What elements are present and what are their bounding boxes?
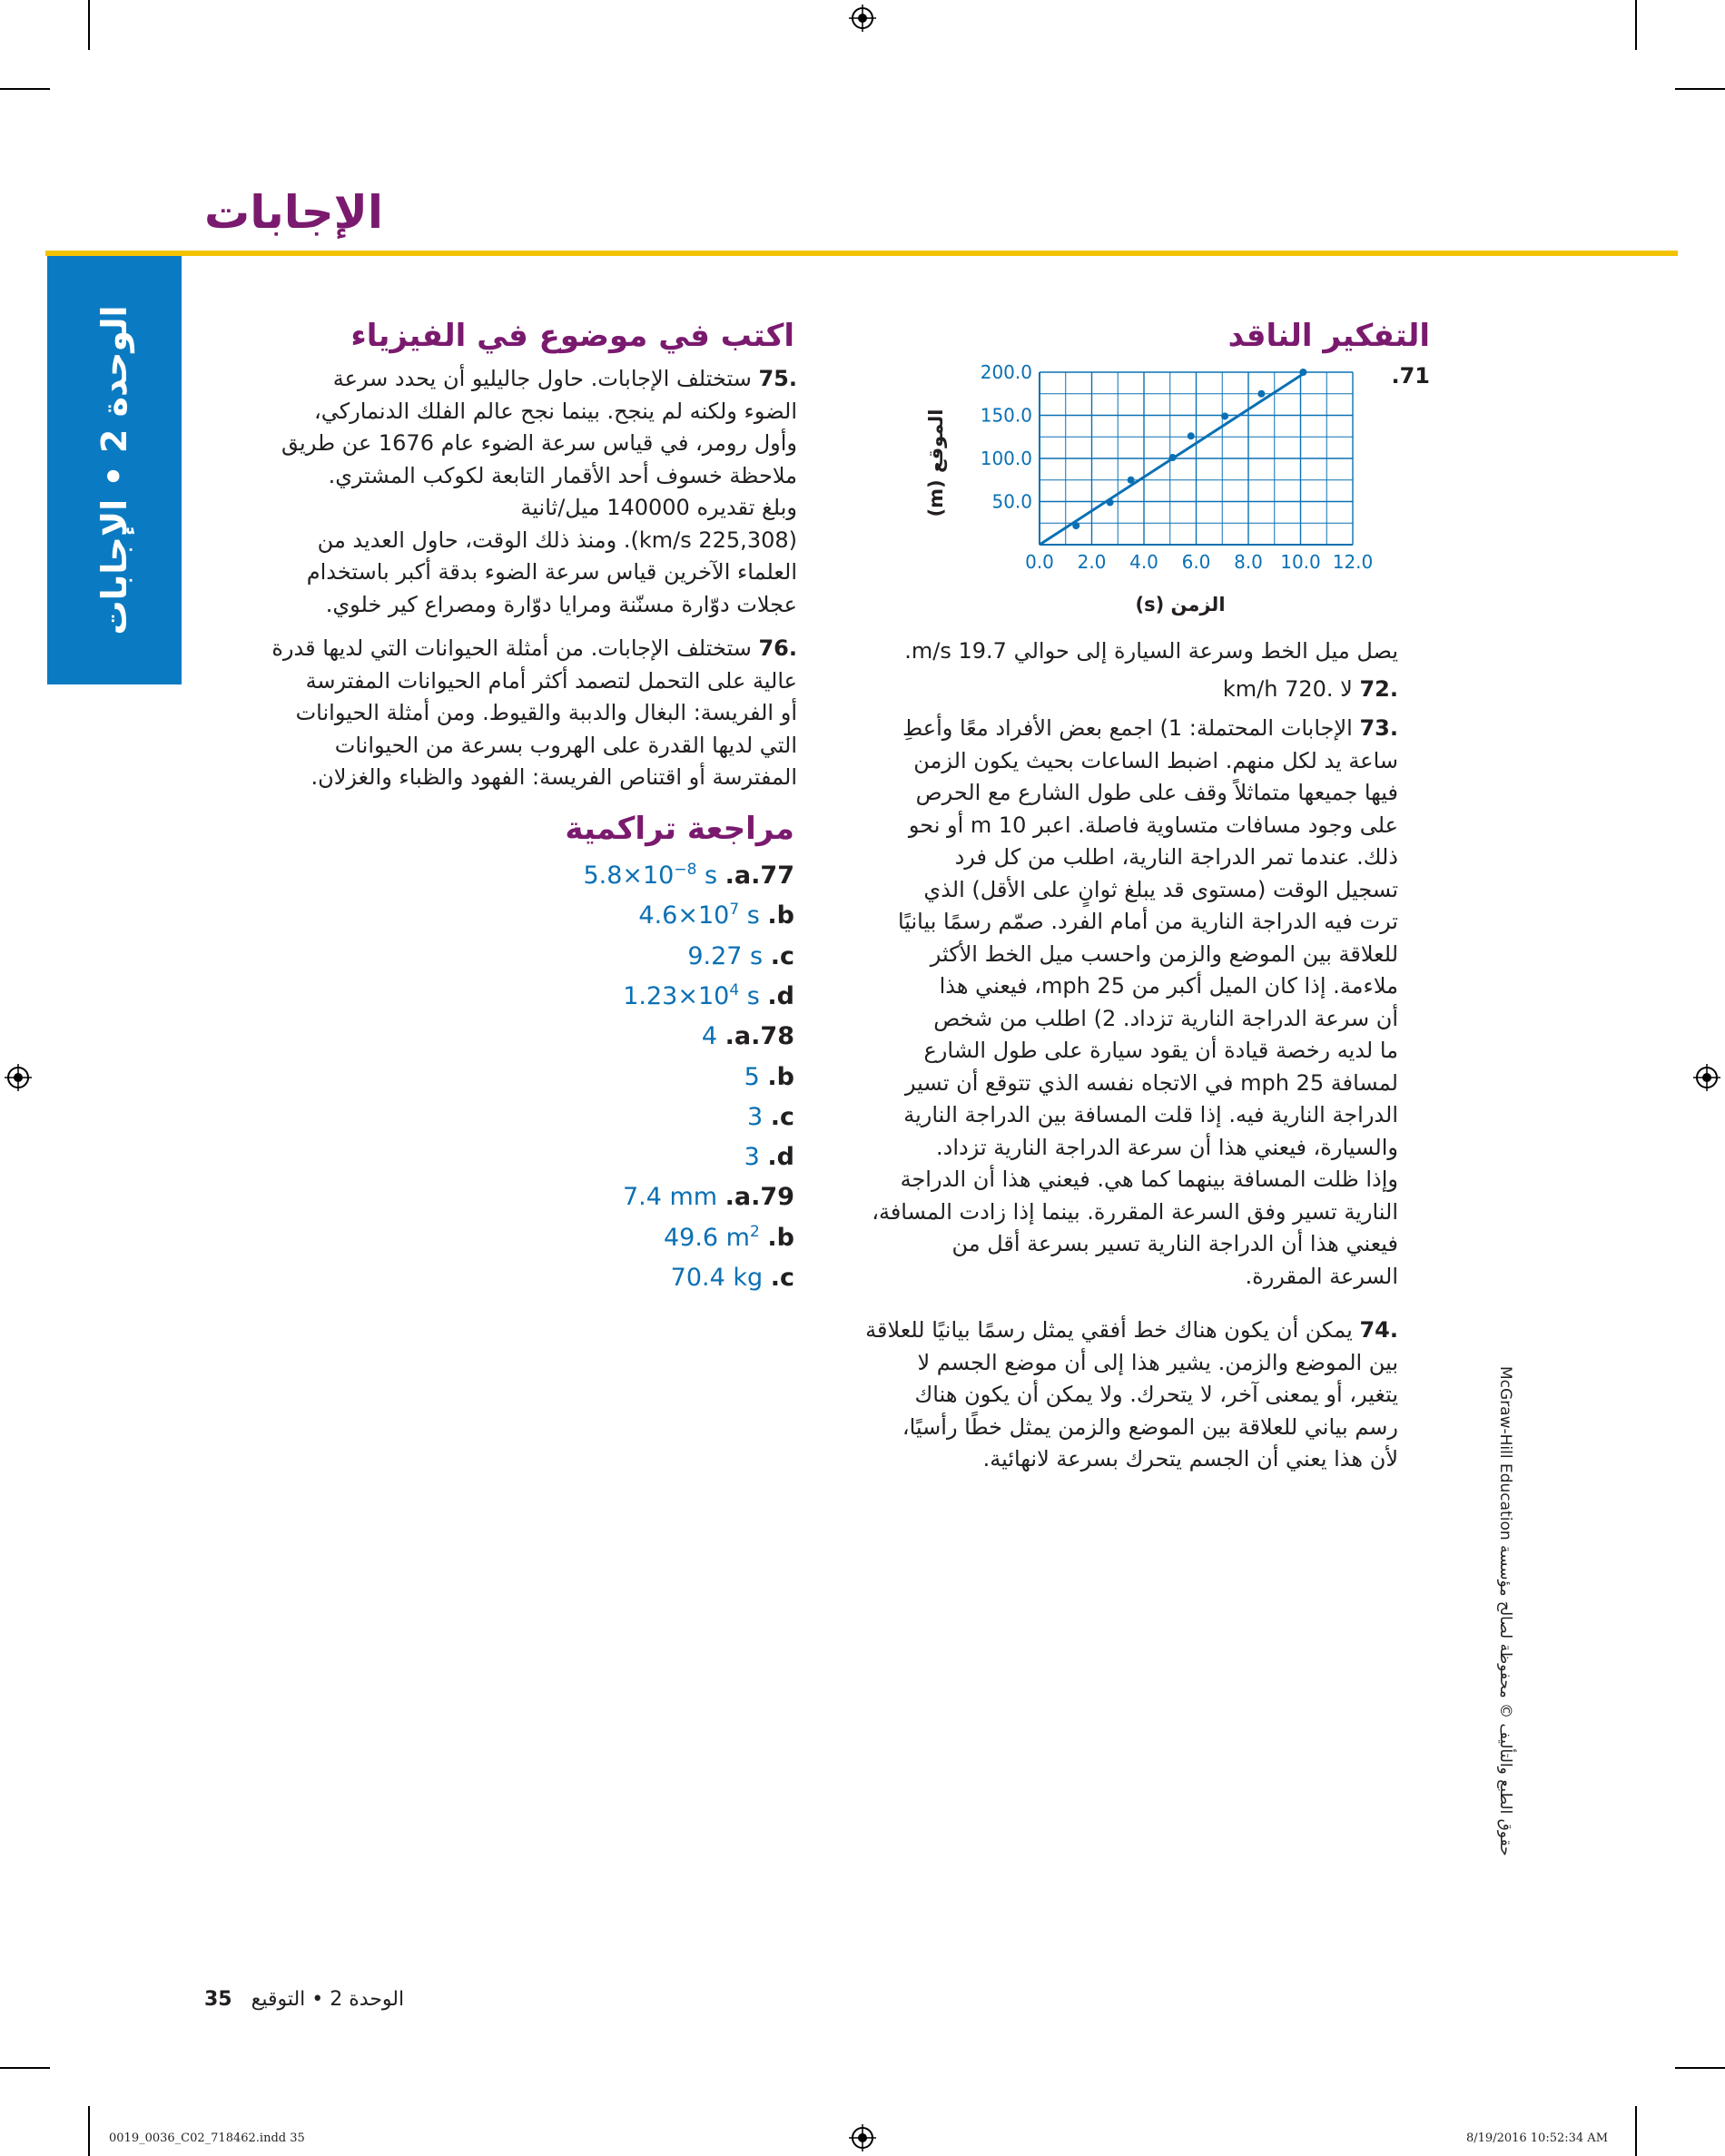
answer-value: 5.8×10	[583, 861, 675, 890]
answer-line: ستختلف الإجابات. حاول جاليليو أن يحدد سرعة	[332, 366, 752, 391]
answer-line: يتغير، أو يمعنى آخر، لا يتحرك. ولا يمكن أن يكون هناك	[914, 1382, 1398, 1407]
answer-line: ما لديه رخصة قيادة أن يقود سيارة على طول الشارع	[923, 1038, 1398, 1063]
answer-value: 7.4 mm	[622, 1183, 718, 1212]
x-tick-label: 12.0	[1332, 551, 1374, 573]
page-footer	[204, 1988, 404, 2011]
x-tick-label: 8.0	[1234, 551, 1263, 573]
answer-line: الدراجة النارية فيه. إذا قلت المسافة بين الدراجة النارية	[903, 1102, 1398, 1127]
x-axis-label: الزمن (s)	[1135, 594, 1226, 615]
answer-line: ملاءمة. إذا كان الميل أكبر من mph 25، فيعني هذا	[939, 973, 1398, 999]
section-heading-review: مراجعة تراكمية	[565, 811, 794, 847]
answer-value: 49.6 m	[663, 1223, 750, 1252]
answer-line: بين الموضع والزمن. يشير هذا إلى أن موضع الجسم لا	[917, 1349, 1398, 1375]
data-point	[1299, 369, 1306, 376]
answer-76	[207, 633, 797, 794]
answer-73	[840, 713, 1398, 1293]
y-tick-label: 50.0	[991, 490, 1032, 513]
answer-exponent: 4	[729, 980, 740, 999]
question-number: .72	[1359, 676, 1398, 702]
question-number: .79	[751, 1183, 794, 1212]
answer-row	[687, 941, 794, 970]
answer-value: 9.27 s	[687, 941, 764, 970]
page-title: الإجابات	[204, 186, 383, 239]
answer-value: 5	[744, 1062, 760, 1091]
x-tick-label: 4.0	[1129, 551, 1158, 573]
answer-line: لأن هذا يعني أن الجسم يتحرك بسرعة لانهائية.	[982, 1446, 1398, 1472]
answer-line: أن سرعة الدراجة النارية تزداد. 2) اطلب من شخص	[933, 1005, 1398, 1031]
answer-line: ستختلف الإجابات. من أمثلة الحيوانات التي لديها قدرة	[271, 635, 752, 661]
answer-line: رسم بياني للعلاقة بين الموضع والزمن يمثل خطًا رأسيًا،	[902, 1413, 1398, 1440]
answer-letter: .b	[767, 1062, 794, 1091]
answer-line: تسجيل الوقت (مستوى قد يبلغ ثوانٍ على الأقل) الذي	[923, 876, 1398, 902]
answer-line: فيعني هذا أن الدراجة النارية تسير بسرعة أقل من	[951, 1231, 1398, 1256]
answer-value: 3	[744, 1143, 760, 1172]
answer-line: السرعة المقررة.	[1245, 1263, 1398, 1289]
crop-mark	[88, 0, 90, 50]
question-number: .74	[1359, 1317, 1398, 1343]
chart-grid	[1040, 372, 1353, 545]
answer-value: 3	[746, 1102, 764, 1131]
answer-line: عجلات دوّارة مسنّنة ومرايا دوّارة ومصراع كير خلوي.	[325, 591, 797, 617]
answer-exponent: −8	[674, 861, 697, 879]
question-number: .76	[758, 635, 797, 661]
question-number: .71	[1391, 363, 1430, 389]
y-tick-label: 200.0	[980, 361, 1032, 383]
answer-row	[744, 1142, 794, 1171]
data-point	[1188, 432, 1195, 439]
answer-line: الضوء ولكنه لم ينجح. بينما نجح عالم الفلك الدنماركي،	[313, 398, 797, 424]
answer-74	[840, 1314, 1398, 1476]
answer-unit: s	[696, 861, 718, 890]
answer-line: وأول رومر، في قياس سرعة الضوء عام 1676 عن طريق	[281, 430, 797, 456]
page-number: 35	[204, 1988, 232, 2011]
answer-value: 4	[701, 1022, 718, 1051]
answer-letter: .a	[724, 1022, 752, 1051]
answer-letter: .d	[767, 1143, 794, 1172]
answer-text: لا .720 km/h	[1222, 676, 1353, 702]
answer-line: المفترسة أو اقتناص الفريسة: الفهود والظباء والغزلان.	[310, 764, 797, 790]
question-number: .77	[751, 861, 794, 890]
answer-row	[583, 861, 794, 890]
answer-row	[671, 1263, 794, 1292]
answer-row	[623, 981, 794, 1010]
answer-row	[638, 901, 794, 930]
header-rule	[45, 251, 1678, 256]
answer-line: والسيارة، فيعني هذا أن سرعة الدراجة النارية تزداد.	[936, 1134, 1398, 1160]
answer-line: وبلغ تقديره 140000 ميل/ثانية	[520, 495, 797, 520]
answer-row	[702, 1021, 794, 1050]
crop-mark	[0, 2067, 50, 2069]
data-point	[1107, 498, 1114, 506]
question-number: .73	[1359, 715, 1398, 741]
answer-exponent: 7	[729, 901, 740, 920]
data-point	[1221, 412, 1228, 419]
answer-row	[664, 1223, 794, 1252]
answer-line: التي لديها القدرة على الهروب بسرعة من الحيوانات	[334, 732, 797, 758]
side-tab-label: الوحدة 2 • الإجابات	[94, 305, 134, 635]
slug-left: 0019_0036_C02_718462.indd 35	[109, 2131, 305, 2145]
answer-row	[623, 1182, 794, 1211]
answer-unit: s	[739, 981, 760, 1010]
x-tick-label: 6.0	[1181, 551, 1211, 573]
answer-line: وإذا ظلت المسافة بينهما كما هي. فيعني هذا أن الدراجة	[900, 1167, 1398, 1192]
crop-mark	[1635, 0, 1637, 50]
answer-letter: .b	[767, 901, 794, 930]
answer-line: الإجابات المحتملة: 1) اجمع بعض الأفراد معًا وأعطِ	[902, 715, 1353, 741]
answer-line: يمكن أن يكون هناك خط أفقي يمثل رسمًا بيانيًا للعلاقة	[865, 1317, 1353, 1343]
answer-72	[835, 674, 1398, 706]
section-heading-critical: التفكير الناقد	[1227, 318, 1430, 354]
position-time-chart	[917, 359, 1389, 626]
answer-line: على وجود مسافات متساوية فاصلة. اعبر m 10 أو نحو	[908, 812, 1398, 838]
registration-mark-icon	[5, 1064, 32, 1091]
answer-row	[744, 1062, 794, 1091]
answer-letter: .a	[724, 1183, 752, 1212]
answer-line: ترت فيه الدراجة النارية من أمام الفرد. صمّم رسمًا بيانيًا	[897, 909, 1398, 934]
answer-unit: s	[739, 901, 760, 930]
data-point	[1072, 522, 1079, 529]
answer-line: أو الفريسة: البغال والدببة والقيوط. ومن أمثلة الحيوانات	[295, 700, 797, 725]
answer-line: لمسافة mph 25 في الاتجاه نفسه الذي تتوقع أن تسير	[904, 1069, 1398, 1096]
answer-line: النارية تسير وفق السرعة المقررة. بينما إذا زادت المسافة،	[872, 1198, 1398, 1225]
crop-mark	[0, 88, 50, 90]
chart-marks	[1040, 369, 1306, 545]
crop-mark	[1675, 88, 1725, 90]
answer-letter: .c	[770, 1102, 794, 1131]
crop-mark	[1635, 2106, 1637, 2156]
crop-mark	[1675, 2067, 1725, 2069]
data-point	[1169, 454, 1177, 461]
answer-line: (225,308 km/s). ومنذ ذلك الوقت، حاول العديد من	[317, 527, 797, 553]
answer-line: للعلاقة بين الموضع والزمن واحسب ميل الخط الأكثر	[930, 940, 1398, 967]
registration-mark-icon	[849, 5, 876, 32]
copyright-credit: حقوق الطبع والتأليف © محفوظة لصالح مؤسسة McGraw-Hill Education	[1496, 1366, 1514, 1856]
answer-line: عالية على التحمل لتصمد أكثر أمام الحيوانات المفترسة	[305, 667, 797, 694]
answer-value: 70.4 kg	[670, 1264, 764, 1292]
answer-value: 1.23×10	[623, 981, 730, 1010]
crop-mark	[88, 2106, 90, 2156]
slug-right: 8/19/2016 10:52:34 AM	[1466, 2131, 1609, 2145]
answer-line: ذلك. عندما تمر الدراجة النارية، اطلب من كل فرد	[954, 844, 1398, 870]
answer-letter: .d	[767, 981, 794, 1010]
y-axis-label: الموقع (m)	[925, 409, 947, 517]
x-tick-label: 10.0	[1280, 551, 1321, 573]
answer-letter: .b	[767, 1223, 794, 1252]
answer-75	[207, 363, 797, 621]
answer-letter: .c	[770, 941, 794, 970]
answer-letter: .c	[770, 1264, 794, 1292]
data-point	[1257, 390, 1265, 398]
section-heading-write: اكتب في موضوع في الفيزياء	[350, 318, 794, 354]
question-number: .78	[751, 1022, 794, 1051]
answer-71-caption: يصل ميل الخط وسرعة السيارة إلى حوالي 19.7 m/s.	[904, 638, 1398, 664]
data-point	[1128, 477, 1135, 484]
registration-mark-icon	[1693, 1064, 1720, 1091]
footer-label: الوحدة 2 • التوقيع	[251, 1988, 405, 2011]
y-tick-label: 100.0	[980, 448, 1032, 469]
answer-letter: .a	[724, 861, 752, 890]
x-tick-label: 2.0	[1077, 551, 1107, 573]
y-tick-label: 150.0	[980, 404, 1032, 427]
answer-line: فيها جميعها متماثلاً وقف على طول الشارع مع الحرص	[915, 780, 1398, 805]
answer-line: ساعة يد لكل منهم. اضبط الساعات بحيث يكون الزمن	[913, 747, 1398, 773]
answer-line: العلماء الآخرين قياس سرعة الضوء بدقة أكبر باستخدام	[306, 559, 797, 585]
answer-exponent: 2	[749, 1222, 760, 1241]
x-tick-label: 0.0	[1025, 551, 1054, 573]
registration-mark-icon	[849, 2124, 876, 2151]
answer-line: ملاحظة خسوف أحد الأقمار التابعة لكوكب المشتري.	[328, 462, 797, 488]
question-number: .75	[758, 366, 797, 391]
answer-row	[747, 1102, 794, 1131]
answer-value: 4.6×10	[638, 901, 730, 930]
